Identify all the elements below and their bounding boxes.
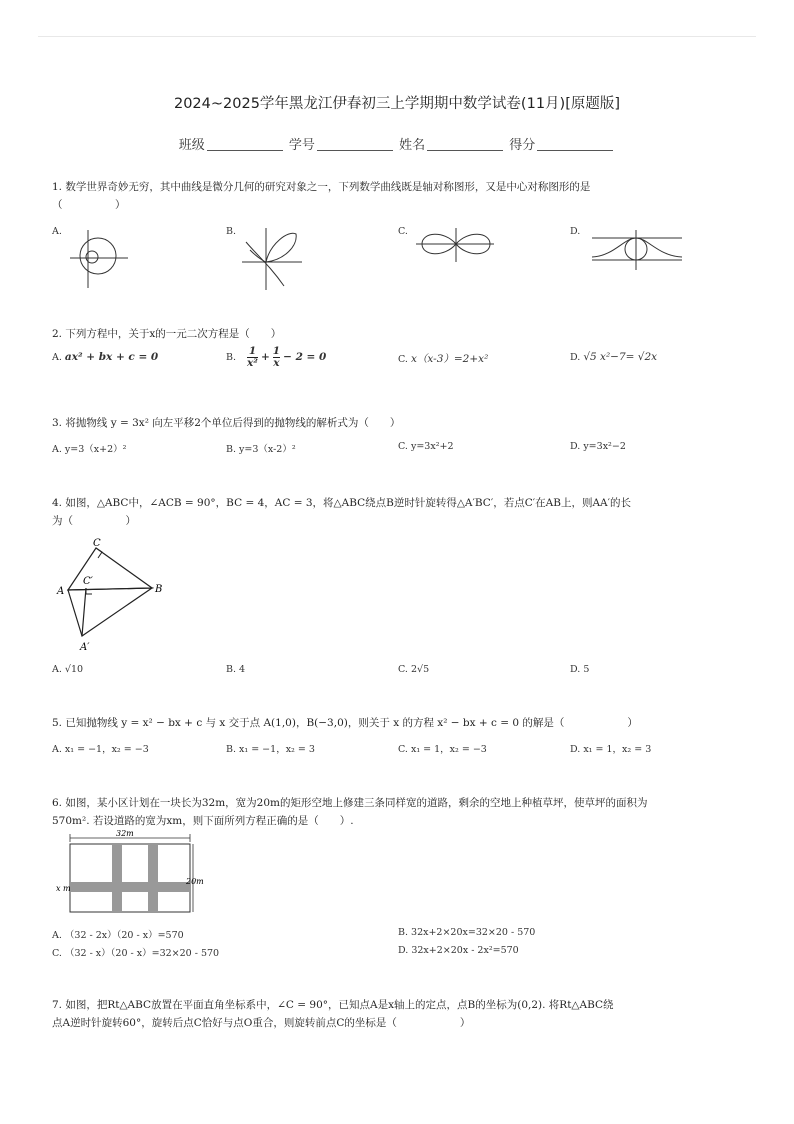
page-title: 2024~2025学年黑龙江伊春初三上学期期中数学试卷(11月)[原题版] (173, 96, 621, 112)
q4-option-d[interactable]: D. 5 (570, 664, 590, 675)
q4-label-a-prime: A′ (80, 642, 90, 653)
student-info-line (0, 134, 794, 153)
q2-option-a-math: ax² + bx + c = 0 (64, 351, 159, 363)
q2-option-b-label: B. (226, 352, 237, 363)
q1-option-a-label[interactable]: A. (52, 226, 62, 237)
blank-number[interactable] (317, 137, 393, 151)
blank-name[interactable] (427, 137, 503, 151)
q2-option-a[interactable] (52, 351, 158, 363)
q1-figure-a (68, 228, 132, 290)
question-3-stem: 3. 将抛物线 y = 3x² 向左平移2个单位后得到的抛物线的解析式为（ ） (52, 417, 401, 429)
q5-option-b[interactable]: B. x₁ = −1，x₂ = 3 (226, 744, 315, 755)
question-2-stem: 2. 下列方程中，关于x的一元二次方程是（ ） (52, 328, 282, 340)
q1-option-c-label[interactable]: C. (398, 226, 408, 237)
q1-figure-d (590, 226, 684, 272)
question-1-stem: 1. 数学世界奇妙无穷，其中曲线是微分几何的研究对象之一，下列数学曲线既是轴对称图形，又是中心对称图形的是 (52, 181, 591, 193)
q5-option-a[interactable]: A. x₁ = −1，x₂ = −3 (52, 744, 149, 755)
question-5-stem: 5. 已知抛物线 y = x² − bx + c 与 x 交于点 A(1,0)，B(−3,0)，则关于 x 的方程 x² − bx + c = 0 的解是（ ） (52, 717, 638, 729)
q4-triangle-figure (56, 536, 166, 654)
q1-figure-c (414, 226, 496, 266)
q4-option-c[interactable]: C. 2√5 (398, 664, 430, 675)
question-4 (52, 494, 752, 530)
q5-option-c[interactable]: C. x₁ = 1，x₂ = −3 (398, 744, 487, 755)
q4-option-a[interactable]: A. √10 (52, 664, 84, 675)
q1-option-d-label[interactable]: D. (570, 226, 581, 237)
q6-label-32m: 32m (116, 829, 134, 838)
q2-option-a-label: A. (52, 352, 62, 363)
top-rule (38, 36, 756, 37)
q2-b-frac-2: $\frac{1}{x}$ (272, 345, 281, 369)
q2-option-c-label: C. (398, 354, 408, 365)
q2-option-b[interactable] (226, 346, 326, 369)
q4-label-c: C (93, 538, 101, 549)
blank-score[interactable] (537, 137, 613, 151)
q6-road-figure (56, 828, 208, 920)
q3-option-d[interactable]: D. y=3x²−2 (570, 441, 626, 452)
question-4-stem: 4. 如图，△ABC中，∠ACB = 90°，BC = 4，AC = 3，将△ABC绕点B逆时针旋转得△A′BC′，若点C′在AB上，则AA′的长 (52, 497, 631, 509)
q2-option-c-math: x（x-3）=2+x² (410, 353, 489, 365)
q2-option-d[interactable] (570, 351, 657, 363)
q3-option-b[interactable]: B. y=3（x-2）² (226, 444, 296, 455)
question-7-stem: 7. 如图，把Rt△ABC放置在平面直角坐标系中，∠C = 90°，已知点A是x轴上的定点，点B的坐标为(0,2). 将Rt△ABC绕 (52, 999, 614, 1011)
q6-label-20m: 20m (186, 877, 204, 886)
q6-label-xm: x m (56, 884, 71, 893)
q2-b-tail: − 2 = 0 (283, 351, 327, 363)
field-name: 姓名 (399, 138, 426, 153)
question-6-stem-2: 570m². 若设道路的宽为xm，则下面所列方程正确的是（ ）. (52, 815, 354, 827)
q1-option-b-label[interactable]: B. (226, 226, 237, 237)
blank-class[interactable] (207, 137, 283, 151)
q6-option-c[interactable]: C. （32 - x）（20 - x）=32×20 - 570 (52, 948, 220, 959)
q3-option-a[interactable]: A. y=3（x+2）² (52, 444, 127, 455)
question-1 (52, 178, 752, 214)
q2-option-d-math: √5 x²−7= √2x (583, 351, 658, 363)
q4-label-c-prime: C′ (83, 576, 93, 587)
field-class: 班级 (178, 138, 205, 153)
q6-option-b[interactable]: B. 32x+2×20x=32×20 - 570 (398, 927, 536, 938)
question-7-stem-2: 点A逆时针旋转60°，旋转后点C恰好与点O重合，则旋转前点C的坐标是（ ） (52, 1017, 471, 1029)
q2-option-c[interactable] (398, 351, 488, 366)
question-6 (52, 794, 752, 830)
field-number: 学号 (288, 138, 315, 153)
question-4-stem-2: 为（ ） (52, 515, 136, 527)
field-score: 得分 (509, 138, 536, 153)
question-6-stem: 6. 如图，某小区计划在一块长为32m，宽为20m的矩形空地上修建三条同样宽的道路，剩余的空地上种植草坪，使草坪的面积为 (52, 797, 648, 809)
q4-option-b[interactable]: B. 4 (226, 664, 246, 675)
q1-figure-b (240, 226, 304, 292)
q2-option-d-label: D. (570, 352, 581, 363)
q6-option-a[interactable]: A. （32 - 2x）（20 - x）=570 (52, 930, 184, 941)
q6-option-d[interactable]: D. 32x+2×20x - 2x²=570 (398, 945, 519, 956)
question-7 (52, 996, 752, 1032)
q2-b-plus: + (260, 351, 270, 363)
q4-label-a: A (57, 586, 65, 597)
q5-option-d[interactable]: D. x₁ = 1，x₂ = 3 (570, 744, 652, 755)
q4-label-b: B (155, 584, 163, 595)
q3-option-c[interactable]: C. y=3x²+2 (398, 441, 454, 452)
q2-b-frac-1: $\frac{1}{\text{x²}}$ (247, 345, 258, 369)
question-1-bracket: （ ） (52, 199, 126, 211)
